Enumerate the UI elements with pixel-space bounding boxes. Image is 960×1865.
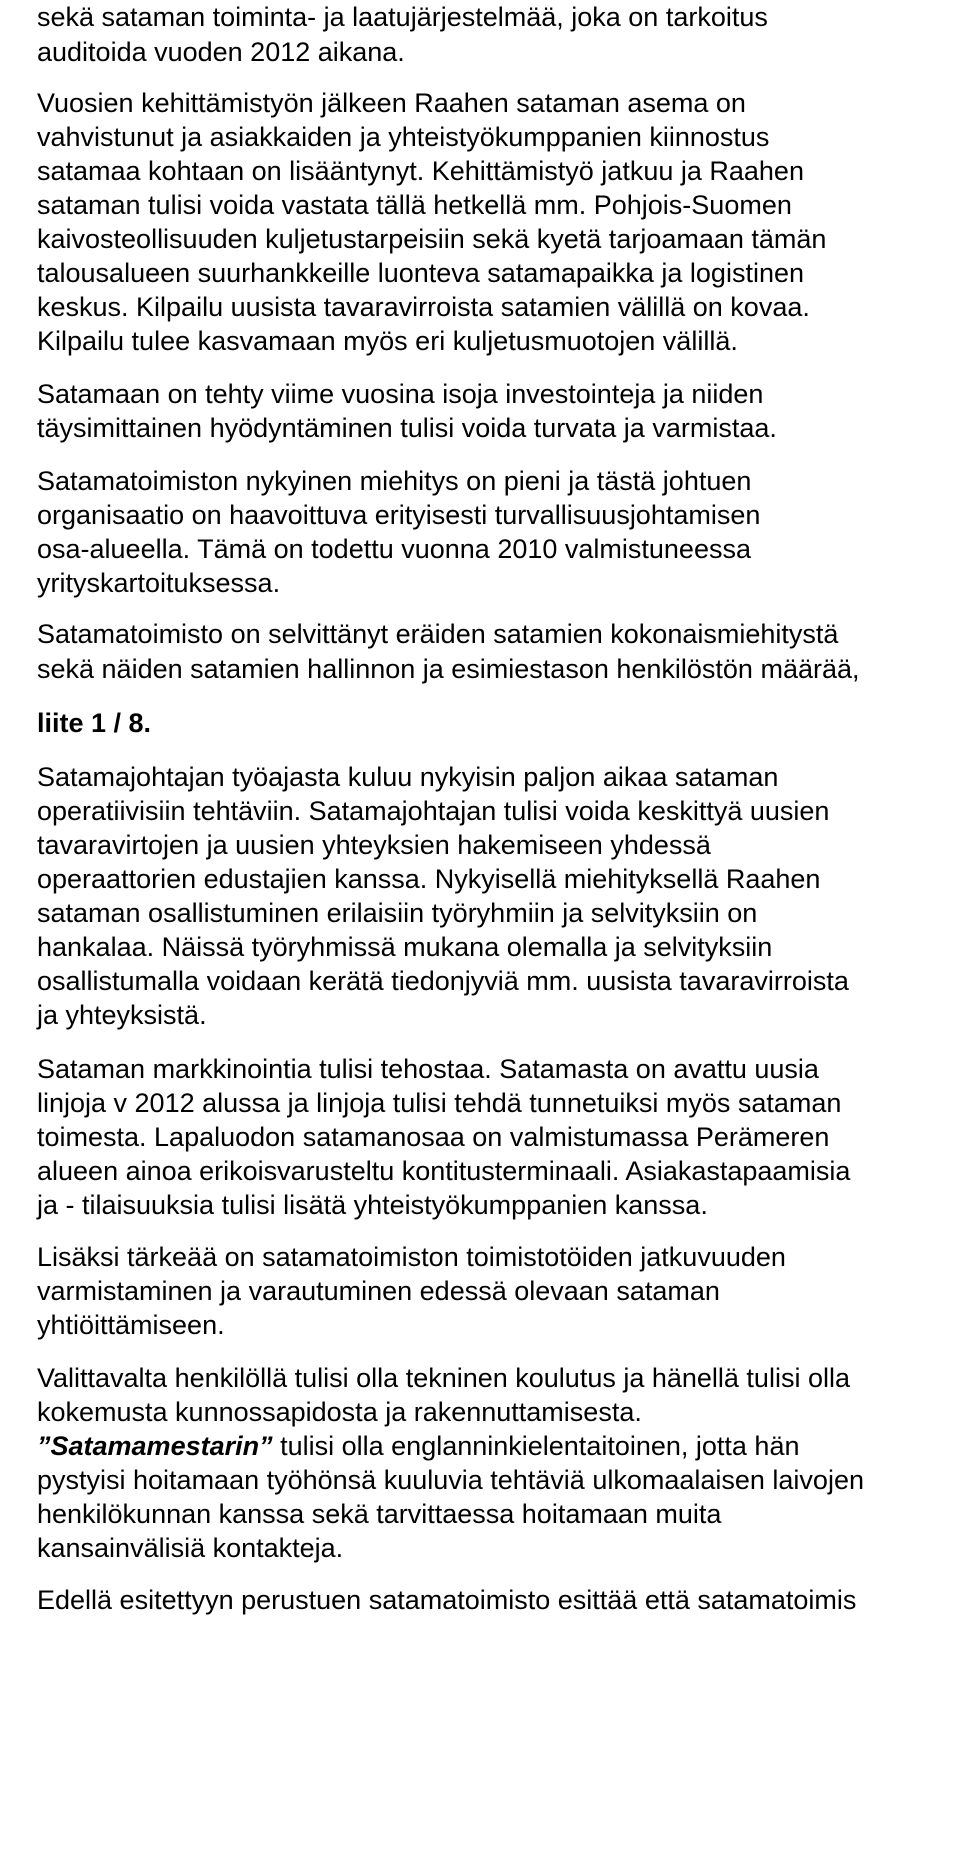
paragraph-line: operaattorien edustajien kanssa. Nykyisellä miehityksellä Raahen — [37, 864, 821, 894]
paragraph-line: satamaa kohtaan on lisääntynyt. Kehittämistyö jatkuu ja Raahen — [37, 156, 804, 186]
paragraph-line: Edellä esitettyyn perustuen satamatoimisto esittää että satamatoimis — [37, 1585, 857, 1615]
paragraph-line: kokemusta kunnossapidosta ja rakennuttamisesta. — [37, 1397, 642, 1427]
paragraph-line: operatiivisiin tehtäviin. Satamajohtajan tulisi voida keskittyä uusien — [37, 796, 830, 826]
paragraph-line: ja yhteyksistä. — [37, 1000, 207, 1030]
paragraph-line: henkilökunnan kanssa sekä tarvittaessa hoitamaan muita — [37, 1499, 722, 1529]
paragraph-line: Valittavalta henkilöllä tulisi olla tekninen koulutus ja hänellä tulisi olla — [37, 1363, 850, 1393]
paragraph-line: sataman tulisi voida vastata tällä hetkellä mm. Pohjois-Suomen — [37, 190, 792, 220]
paragraph-line: osallistumalla voidaan kerätä tiedonjyviä mm. uusista tavaravirroista — [37, 966, 849, 996]
paragraph-line: sekä sataman toiminta- ja laatujärjestelmää, joka on tarkoitus — [37, 2, 768, 32]
paragraph-line: kansainvälisiä kontakteja. — [37, 1533, 344, 1563]
paragraph-line-emphasis — [37, 1429, 799, 1464]
paragraph-line: pystyisi hoitamaan työhönsä kuuluvia tehtäviä ulkomaalaisen laivojen — [37, 1465, 864, 1495]
paragraph-line: Satamaan on tehty viime vuosina isoja investointeja ja niiden — [37, 379, 764, 409]
paragraph-line: ja - tilaisuuksia tulisi lisätä yhteistyökumppanien kanssa. — [37, 1190, 708, 1220]
paragraph-line: tavaravirtojen ja uusien yhteyksien hakemiseen yhdessä — [37, 830, 711, 860]
paragraph-line: sataman osallistuminen erilaisiin työryhmiin ja selvityksiin on — [37, 898, 758, 928]
paragraph-line: Satamatoimisto on selvittänyt eräiden satamien kokonaismiehitystä — [37, 619, 839, 649]
paragraph-line: kaivosteollisuuden kuljetustarpeisiin sekä kyetä tarjoamaan tämän — [37, 224, 827, 254]
paragraph-line: Satamatoimiston nykyinen miehitys on pieni ja tästä johtuen — [37, 466, 752, 496]
paragraph-line: linjoja v 2012 alussa ja linjoja tulisi tehdä tunnetuiksi myös sataman — [37, 1088, 842, 1118]
paragraph-line: hankalaa. Näissä työryhmissä mukana olemalla ja selvityksiin — [37, 932, 773, 962]
role-emphasis: ”Satamamestarin” — [37, 1431, 273, 1461]
paragraph-line: Kilpailu tulee kasvamaan myös eri kuljetusmuotojen välillä. — [37, 326, 738, 356]
paragraph-line: organisaatio on haavoittuva erityisesti turvallisuusjohtamisen — [37, 500, 761, 530]
paragraph-line: keskus. Kilpailu uusista tavaravirroista satamien välillä on kovaa. — [37, 292, 810, 322]
paragraph-line: toimesta. Lapaluodon satamanosaa on valmistumassa Perämeren — [37, 1122, 830, 1152]
paragraph-line: täysimittainen hyödyntäminen tulisi voida turvata ja varmistaa. — [37, 413, 777, 443]
paragraph-line: Satamajohtajan työajasta kuluu nykyisin paljon aikaa sataman — [37, 762, 779, 792]
paragraph-line: Lisäksi tärkeää on satamatoimiston toimistotöiden jatkuvuuden — [37, 1242, 786, 1272]
paragraph-line-tail: tulisi olla englanninkielentaitoinen, jotta hän — [272, 1431, 800, 1461]
paragraph-line: sekä näiden satamien hallinnon ja esimiestason henkilöstön määrää, — [37, 654, 860, 684]
paragraph-line: auditoida vuoden 2012 aikana. — [37, 37, 405, 67]
paragraph-line: alueen ainoa erikoisvarusteltu kontitusterminaali. Asiakastapaamisia — [37, 1156, 851, 1186]
paragraph-line: yrityskartoituksessa. — [37, 568, 281, 598]
paragraph-line: yhtiöittämiseen. — [37, 1310, 225, 1340]
paragraph-line: osa-alueella. Tämä on todettu vuonna 2010 valmistuneessa — [37, 534, 751, 564]
attachment-reference: liite 1 / 8. — [37, 708, 152, 738]
paragraph-line: varmistaminen ja varautuminen edessä olevaan sataman — [37, 1276, 720, 1306]
paragraph-line: Sataman markkinointia tulisi tehostaa. Satamasta on avattu uusia — [37, 1054, 819, 1084]
paragraph-line: talousalueen suurhankkeille luonteva satamapaikka ja logistinen — [37, 258, 804, 288]
paragraph-line: vahvistunut ja asiakkaiden ja yhteistyökumppanien kiinnostus — [37, 122, 770, 152]
paragraph-line: Vuosien kehittämistyön jälkeen Raahen sataman asema on — [37, 88, 746, 118]
